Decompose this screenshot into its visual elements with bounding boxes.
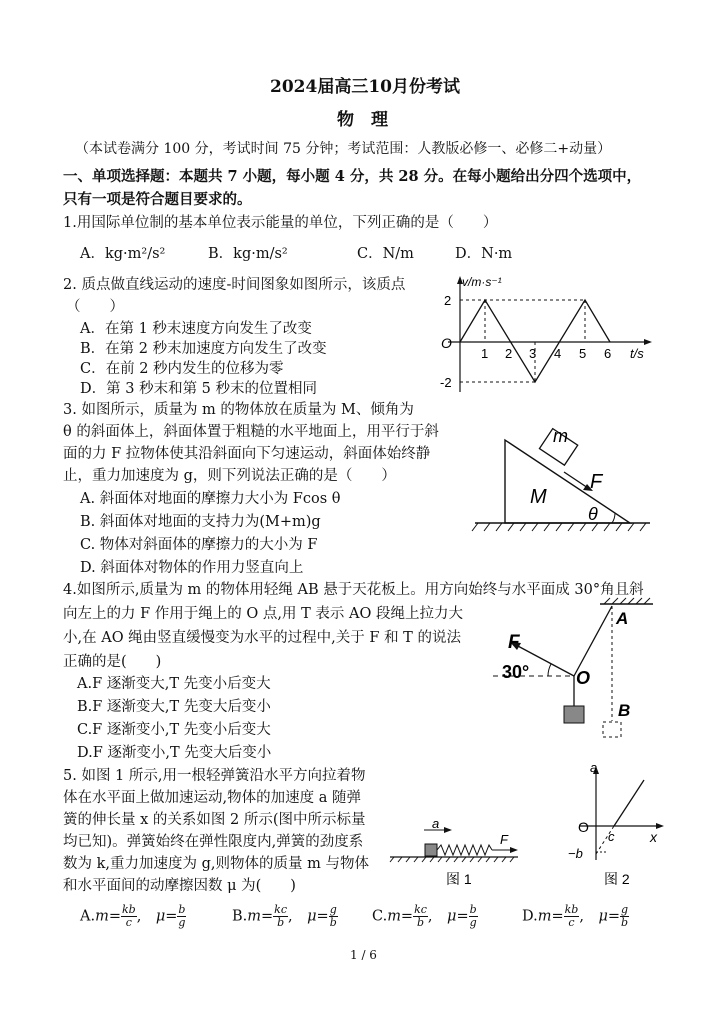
vt-tick-1: 1 xyxy=(481,346,489,361)
q5-option-c: C.m= $\frac{kc}{b}$ , μ= $\frac{b}{g}$ xyxy=(372,903,477,929)
section-heading-2: 只有一项是符合题目要求的。 xyxy=(63,191,252,208)
vt-yneg: -2 xyxy=(440,375,452,390)
q3-stem-3: 面的力 F 拉物体使其沿斜面向下匀速运动，斜面体始终静 xyxy=(63,446,431,462)
q3-label-m: m xyxy=(553,426,568,446)
q2-option-a: A．在第 1 秒末速度方向发生了改变 xyxy=(80,321,312,337)
q2-option-b: B．在第 2 秒末加速度方向发生了改变 xyxy=(80,341,327,357)
vt-tick-3: 3 xyxy=(529,346,537,361)
q2-option-c: C．在前 2 秒内发生的位移为零 xyxy=(80,361,284,377)
q4-label-B: B xyxy=(618,701,631,720)
exam-title: 2024届高三10月份考试 xyxy=(270,77,460,97)
q5-option-b: B.m= $\frac{kc}{b}$ , μ= $\frac{g}{b}$ xyxy=(232,903,337,929)
q2-option-d: D．第 3 秒末和第 5 秒末的位置相同 xyxy=(80,381,318,397)
section-heading: 一、单项选择题：本题共 7 小题，每小题 4 分，共 28 分。在每小题给出分四个选项中， xyxy=(63,168,642,185)
q4-stem-1: 4.如图所示,质量为 m 的物体用轻绳 AB 悬于天花板上。用方向始终与水平面成 30°角且斜 xyxy=(63,582,644,598)
q4-rope-figure xyxy=(488,596,663,746)
q4-label-F: F xyxy=(508,632,520,653)
q2-stem: 2. 质点做直线运动的速度-时间图象如图所示，该质点 xyxy=(63,277,406,293)
fig1-caption: 图 1 xyxy=(446,871,472,887)
fig1-a: a xyxy=(432,818,440,831)
fig2-caption: 图 2 xyxy=(604,871,630,887)
q4-stem-3: 小,在 AO 绳由竖直缓慢变为水平的过程中,关于 F 和 T 的说法 xyxy=(63,630,461,646)
vt-tick-2: 2 xyxy=(505,346,513,361)
q3-option-d: D. 斜面体对物体的作用力竖直向上 xyxy=(80,560,304,576)
vt-ylabel: v/m·s⁻¹ xyxy=(462,275,502,289)
q5-fig1 xyxy=(388,818,528,890)
q3-label-M: M xyxy=(530,486,547,508)
q5-option-a: A.m= $\frac{kb}{c}$ , μ= $\frac{b}{g}$ xyxy=(80,903,186,929)
q5-stem-6: 和水平面间的动摩擦因数 μ 为( ) xyxy=(63,878,296,894)
q2-vt-graph xyxy=(430,272,660,398)
vt-ypos: 2 xyxy=(444,293,452,308)
q3-incline-figure xyxy=(470,420,660,540)
q3-label-F: F xyxy=(590,471,603,493)
q5-stem-2: 体在水平面上做加速运动,物体的加速度 a 随弹 xyxy=(63,790,361,806)
fig2-c: c xyxy=(608,829,615,844)
fig2-neg-b: −b xyxy=(568,846,583,861)
exam-note: （本试卷满分 100 分，考试时间 75 分钟；考试范围：人教版必修一、必修二+动量） xyxy=(75,141,612,157)
vt-xlabel: t/s xyxy=(630,346,644,361)
fig1-F: F xyxy=(500,832,508,847)
q4-label-A: A xyxy=(616,609,629,628)
q3-option-c: C. 物体对斜面体的摩擦力的大小为 F xyxy=(80,537,318,553)
vt-tick-5: 5 xyxy=(579,346,587,361)
q3-stem-2: θ 的斜面体上，斜面体置于粗糙的水平地面上，用平行于斜 xyxy=(63,424,439,440)
q1-option-a: A．kg·m²/s² xyxy=(80,246,166,262)
q5-stem-1: 5. 如图 1 所示,用一根轻弹簧沿水平方向拉着物 xyxy=(63,768,366,784)
fig2-O: O xyxy=(578,819,589,835)
q5-stem-5: 数为 k,重力加速度为 g,则物体的质量 m 与物体 xyxy=(63,856,369,872)
q1-option-b: B．kg·m/s² xyxy=(208,246,288,262)
q4-option-a: A.F 逐渐变大,T 先变小后变大 xyxy=(77,676,271,692)
q4-option-c: C.F 逐渐变小,T 先变小后变大 xyxy=(77,722,271,738)
q1-option-c: C．N/m xyxy=(357,246,414,262)
q1-option-d: D．N·m xyxy=(455,246,513,262)
fig2-x: x xyxy=(650,829,657,845)
q4-option-b: B.F 逐渐变大,T 先变大后变小 xyxy=(77,699,271,715)
subject-title: 物 理 xyxy=(337,110,388,130)
vt-tick-6: 6 xyxy=(604,346,612,361)
q4-label-O: O xyxy=(576,668,591,688)
q2-stem-2: （ ） xyxy=(66,299,124,315)
q3-option-b: B. 斜面体对地面的支持力为(M+m)g xyxy=(80,514,321,530)
fig2-a: a xyxy=(590,760,598,775)
q4-option-d: D.F 逐渐变小,T 先变大后变小 xyxy=(77,745,272,761)
page-number: 1 / 6 xyxy=(350,948,377,962)
q5-fig2 xyxy=(560,760,670,892)
q4-stem-4: 正确的是( ) xyxy=(63,654,162,670)
q5-option-d: D.m= $\frac{kb}{c}$ , μ= $\frac{g}{b}$ xyxy=(522,903,629,929)
q3-label-theta: θ xyxy=(588,504,598,524)
q3-option-a: A. 斜面体对地面的摩擦力大小为 Fcos θ xyxy=(80,491,341,507)
q5-stem-3: 簧的伸长量 x 的关系如图 2 所示(图中所示标量 xyxy=(63,812,366,828)
q4-stem-2: 向左上的力 F 作用于绳上的 O 点,用 T 表示 AO 段绳上拉力大 xyxy=(63,606,463,622)
vt-origin: O xyxy=(441,335,452,351)
vt-tick-4: 4 xyxy=(554,346,562,361)
q1-stem: 1.用国际单位制的基本单位表示能量的单位，下列正确的是（ ） xyxy=(63,215,498,231)
q3-stem-4: 止，重力加速度为 g，则下列说法正确的是（ ） xyxy=(63,468,396,484)
q4-label-angle: 30° xyxy=(502,662,530,682)
q5-stem-4: 均已知)。弹簧始终在弹性限度内,弹簧的劲度系 xyxy=(63,834,364,850)
q3-stem-1: 3. 如图所示，质量为 m 的物体放在质量为 M、倾角为 xyxy=(63,402,414,418)
